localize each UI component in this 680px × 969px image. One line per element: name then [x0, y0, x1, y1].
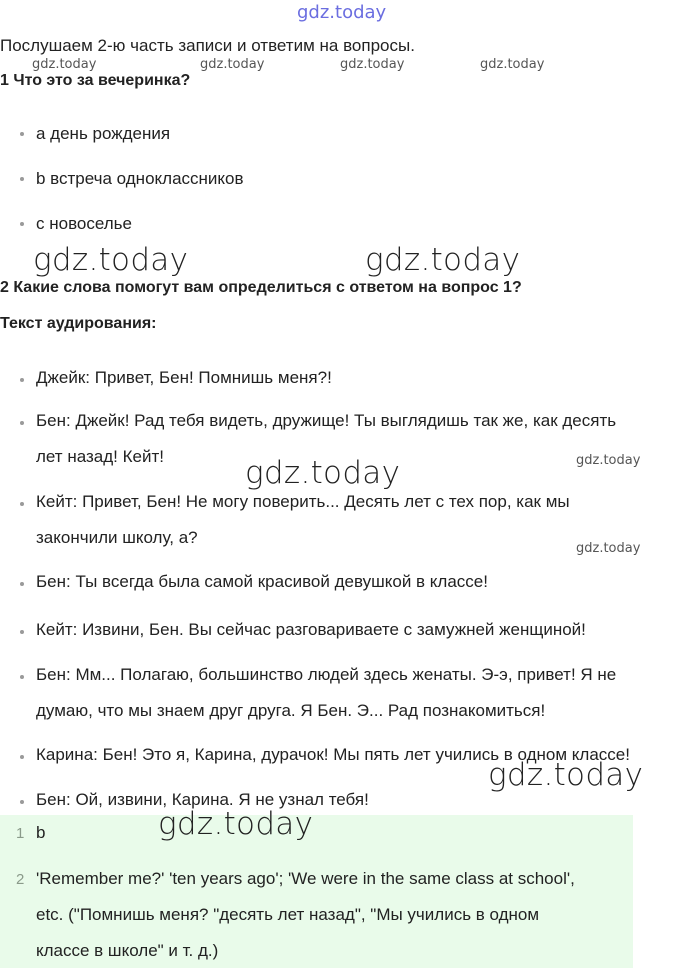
watermark-large: gdz.today [488, 757, 644, 793]
option-item: c новоселье [36, 214, 132, 233]
transcript-line: Бен: Мм... Полагаю, большинство людей здесь женаты. Э-э, привет! Я не [36, 665, 617, 684]
watermark-small: gdz.today [576, 541, 641, 556]
bullet-icon [20, 378, 24, 382]
bullet-icon [20, 222, 24, 226]
intro-text: Послушаем 2-ю часть записи и ответим на вопросы. [0, 36, 415, 55]
option-item: b встреча одноклассников [36, 169, 244, 188]
transcript-title: Текст аудирования: [0, 315, 157, 332]
bullet-icon [20, 630, 24, 634]
watermark-large: gdz.today [158, 806, 314, 842]
answer-line: etc. ("Помнишь меня? "десять лет назад", "Мы учились в одном [36, 905, 540, 924]
question-1-title: 1 Что это за вечеринка? [0, 72, 191, 89]
bullet-icon [20, 675, 24, 679]
answer-number: 1 [16, 825, 25, 842]
answer-line: 'Remember me?' 'ten years ago'; 'We were in the same class at school', [36, 869, 575, 888]
transcript-line: Бен: Ой, извини, Карина. Я не узнал тебя! [36, 790, 369, 809]
watermark-large: gdz.today [245, 455, 401, 491]
transcript-line-continued: думаю, что мы знаем друг друга. Я Бен. Э... Рад познакомиться! [36, 701, 546, 720]
watermark-top: gdz.today [297, 2, 387, 23]
option-item: a день рождения [36, 124, 171, 143]
watermark-small: gdz.today [576, 453, 641, 468]
answer-number: 2 [16, 871, 25, 888]
bullet-icon [20, 421, 24, 425]
bullet-icon [20, 177, 24, 181]
transcript-line: Джейк: Привет, Бен! Помнишь меня?! [36, 368, 332, 387]
bullet-icon [20, 502, 24, 506]
answer-line: классе в школе" и т. д.) [36, 941, 219, 960]
answer-line: b [36, 823, 46, 842]
transcript-line: Бен: Ты всегда была самой красивой девушкой в классе! [36, 572, 488, 591]
answer-box [0, 815, 633, 968]
watermark-small: gdz.today [200, 57, 265, 72]
watermark-small: gdz.today [480, 57, 545, 72]
question-2-title: 2 Какие слова помогут вам определиться с ответом на вопрос 1? [0, 279, 522, 296]
transcript-line: Кейт: Привет, Бен! Не могу поверить... Десять лет с тех пор, как мы [36, 492, 570, 511]
transcript-line: Кейт: Извини, Бен. Вы сейчас разговариваете с замужней женщиной! [36, 620, 586, 639]
watermark-small: gdz.today [32, 57, 97, 72]
transcript-line-continued: закончили школу, а? [36, 528, 198, 547]
transcript-line: Бен: Джейк! Рад тебя видеть, дружище! Ты выглядишь так же, как десять [36, 411, 617, 430]
watermark-large: gdz.today [365, 242, 521, 278]
transcript-line: Карина: Бен! Это я, Карина, дурачок! Мы пять лет учились в одном классе! [36, 745, 630, 764]
bullet-icon [20, 132, 24, 136]
watermark-small: gdz.today [340, 57, 405, 72]
bullet-icon [20, 582, 24, 586]
bullet-icon [20, 800, 24, 804]
bullet-icon [20, 755, 24, 759]
watermark-large: gdz.today [33, 242, 189, 278]
transcript-line-continued: лет назад! Кейт! [36, 447, 164, 466]
